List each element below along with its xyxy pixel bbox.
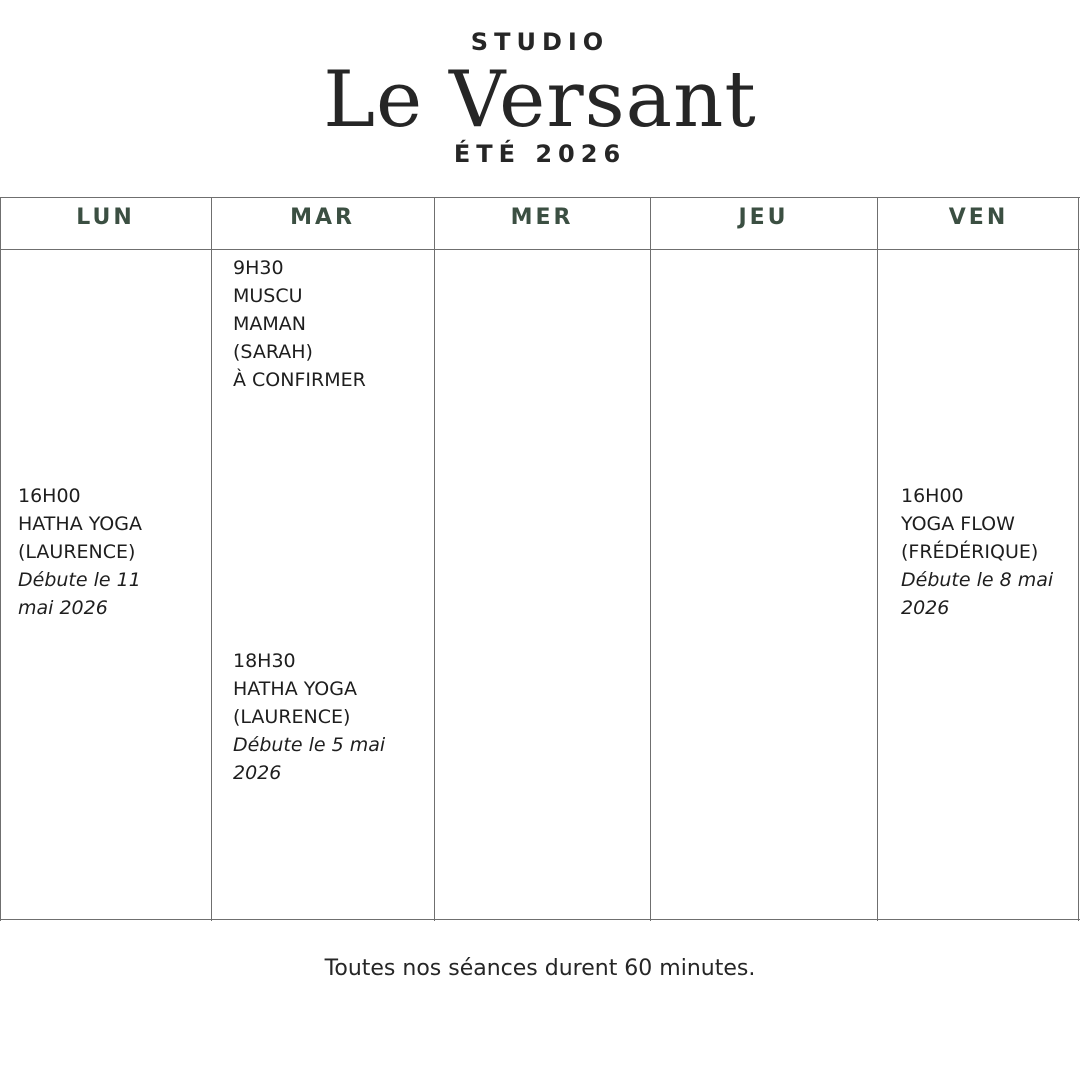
- brand-title: Le Versant: [323, 55, 757, 145]
- session-class: MAMAN: [233, 313, 306, 335]
- session-class: MUSCU: [233, 285, 303, 307]
- session-time: 16H00: [901, 485, 964, 507]
- session-teacher: (LAURENCE): [233, 706, 351, 728]
- session-lun-hatha-yoga: [18, 482, 142, 622]
- session-ven-yoga-flow: [901, 482, 1053, 622]
- session-start-note: Débute le 5 mai: [233, 734, 386, 756]
- column-divider: [434, 197, 435, 921]
- duration-note: Toutes nos séances durent 60 minutes.: [324, 956, 756, 981]
- day-header-jeu: JEU: [738, 205, 789, 230]
- session-teacher: (LAURENCE): [18, 541, 136, 563]
- session-teacher: (SARAH): [233, 341, 313, 363]
- table-right-border: [1078, 197, 1079, 921]
- session-mar-muscu-maman: [233, 254, 366, 394]
- session-teacher: (FRÉDÉRIQUE): [901, 541, 1039, 563]
- session-start-note: 2026: [233, 762, 282, 784]
- session-class: YOGA FLOW: [901, 513, 1015, 535]
- day-header-mar: MAR: [290, 205, 355, 230]
- session-start-note: mai 2026: [18, 597, 108, 619]
- session-start-note: Débute le 11: [18, 569, 141, 591]
- session-time: 16H00: [18, 485, 81, 507]
- session-time: 9H30: [233, 257, 284, 279]
- session-start-note: 2026: [901, 597, 950, 619]
- session-class: HATHA YOGA: [18, 513, 142, 535]
- day-header-ven: VEN: [948, 205, 1009, 230]
- day-header-mer: MER: [510, 205, 574, 230]
- session-status: À CONFIRMER: [233, 369, 366, 391]
- table-bottom-border: [0, 919, 1080, 920]
- session-start-note: Débute le 8 mai: [901, 569, 1054, 591]
- session-mar-hatha-yoga: [233, 647, 385, 787]
- season-label: ÉTÉ 2026: [453, 140, 627, 168]
- session-class: HATHA YOGA: [233, 678, 357, 700]
- column-divider: [877, 197, 878, 921]
- table-left-border: [0, 197, 1, 921]
- studio-kicker: STUDIO: [470, 28, 610, 56]
- session-time: 18H30: [233, 650, 296, 672]
- column-divider: [211, 197, 212, 921]
- column-divider: [650, 197, 651, 921]
- day-header-lun: LUN: [76, 205, 135, 230]
